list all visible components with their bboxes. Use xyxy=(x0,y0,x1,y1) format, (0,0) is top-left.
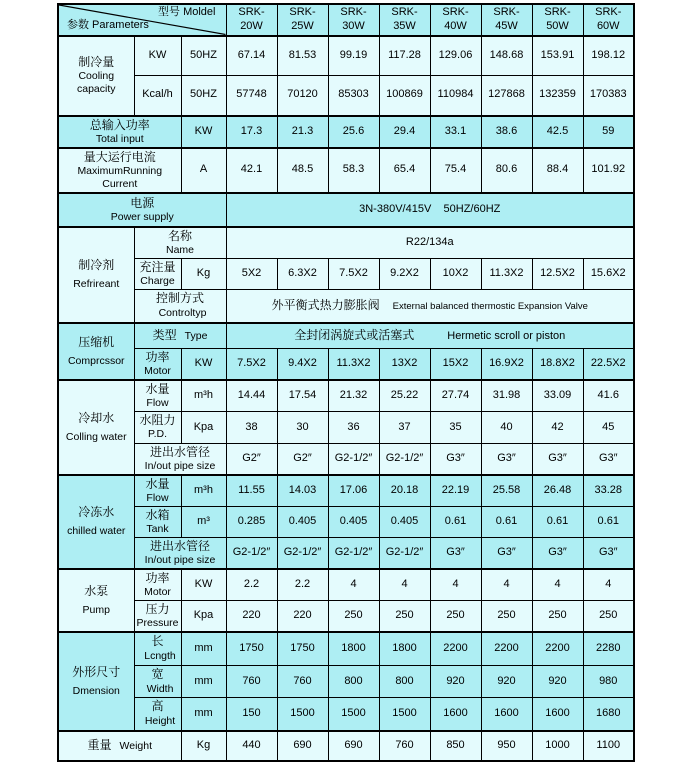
row-label-zh: 电源 xyxy=(130,195,155,210)
chw-pipe-row xyxy=(58,537,634,569)
value-cell: 22.19 xyxy=(430,475,481,507)
value-cell: 150 xyxy=(226,698,277,731)
row-label-en: Flow xyxy=(146,491,169,504)
value-cell: G3″ xyxy=(532,537,583,569)
row-label-zh: 进出水管径 xyxy=(149,444,210,459)
row-label-cell xyxy=(134,475,181,507)
value-cell: 88.4 xyxy=(532,148,583,193)
value-cell: 22.5X2 xyxy=(583,349,634,381)
row-label-zh: 宽 xyxy=(151,666,164,681)
model-header-cell: SRK-50W xyxy=(532,4,583,36)
power-supply-row xyxy=(58,193,634,227)
value-cell: 4 xyxy=(328,569,379,601)
section-label-en: chilled water xyxy=(67,525,126,538)
value-cell: 29.4 xyxy=(379,116,430,148)
value-cell: 4 xyxy=(532,569,583,601)
value-cell: 1600 xyxy=(430,698,481,731)
row-label-en: Tank xyxy=(146,522,169,535)
section-label-cell xyxy=(58,36,134,116)
row-label-en: Lcngth xyxy=(144,650,176,662)
unit-cell: mm xyxy=(181,698,226,731)
value-cell: 38.6 xyxy=(481,116,532,148)
value-cell: 250 xyxy=(430,601,481,633)
unit-cell: m³h xyxy=(181,380,226,412)
value-cell: 42.5 xyxy=(532,116,583,148)
value-cell: 15X2 xyxy=(430,349,481,381)
value-cell: 41.6 xyxy=(583,380,634,412)
value-cell: 0.405 xyxy=(379,506,430,537)
value-cell: 0.405 xyxy=(277,506,328,537)
section-label-zh: 冷却水 xyxy=(78,410,115,425)
section-label-cell xyxy=(58,632,134,731)
value-cell: 920 xyxy=(481,665,532,698)
refrigerant-charge-row xyxy=(58,259,634,290)
dim-height-row xyxy=(58,698,634,731)
section-label-cell xyxy=(58,323,134,381)
row-label-en: Charge xyxy=(140,275,175,287)
value-cell: 25.6 xyxy=(328,116,379,148)
row-label-zh: 充注量 xyxy=(139,260,176,274)
value-cell: 0.285 xyxy=(226,506,277,537)
merged-value-cell xyxy=(226,323,634,349)
value-cell: 11.3X2 xyxy=(328,349,379,381)
value-cell: 950 xyxy=(481,731,532,761)
value-cell: 132359 xyxy=(532,76,583,116)
section-label-zh: 制冷剂 xyxy=(78,258,115,273)
chw-tank-row xyxy=(58,506,634,537)
row-label-cell xyxy=(134,227,226,259)
row-label-en: MaximumRunning Current xyxy=(77,164,163,190)
row-label-zh: 水阻力 xyxy=(139,413,176,428)
value-cell: 70120 xyxy=(277,76,328,116)
model-header-cell: SRK-30W xyxy=(328,4,379,36)
unit-cell: A xyxy=(181,148,226,193)
pump-pressure-row xyxy=(58,601,634,633)
unit-cell: m³ xyxy=(181,506,226,537)
value-cell: 17.06 xyxy=(328,475,379,507)
value-cell: 101.92 xyxy=(583,148,634,193)
row-label-zh: 水箱 xyxy=(145,507,170,522)
model-header-cell: SRK-60W xyxy=(583,4,634,36)
freq-cell: 50HZ xyxy=(181,36,226,76)
max-current-row xyxy=(58,148,634,193)
value-cell: 250 xyxy=(583,601,634,633)
value-cell: 15.6X2 xyxy=(583,259,634,290)
value-cell: 1000 xyxy=(532,731,583,761)
value-cell: 220 xyxy=(277,601,328,633)
value-cell: 7.5X2 xyxy=(226,349,277,381)
unit-cell: KW xyxy=(181,569,226,601)
value-cell: 37 xyxy=(379,412,430,443)
power-supply-value: 3N-380V/415V 50HZ/60HZ xyxy=(359,203,501,215)
value-cell: 2.2 xyxy=(226,569,277,601)
value-cell: 85303 xyxy=(328,76,379,116)
value-cell: 440 xyxy=(226,731,277,761)
value-cell: 0.61 xyxy=(583,506,634,537)
row-label-zh: 功率 xyxy=(145,350,170,365)
cw-pipe-row xyxy=(58,443,634,475)
value-cell: 16.9X2 xyxy=(481,349,532,381)
row-label-cell xyxy=(134,412,181,443)
unit-cell: Kg xyxy=(181,259,226,290)
value-cell: 42.1 xyxy=(226,148,277,193)
row-label-en: Motor xyxy=(144,365,171,378)
value-cell: 75.4 xyxy=(430,148,481,193)
value-cell: 99.19 xyxy=(328,36,379,76)
value-cell: 1800 xyxy=(328,632,379,665)
row-label-zh: 水量 xyxy=(145,476,170,491)
unit-cell: KW xyxy=(134,36,181,76)
value-cell: 760 xyxy=(226,665,277,698)
value-cell: G2-1/2″ xyxy=(226,537,277,569)
value-cell: 250 xyxy=(532,601,583,633)
cooling-kw-row xyxy=(58,36,634,76)
row-label-cell xyxy=(134,259,181,290)
value-cell: 850 xyxy=(430,731,481,761)
corner-cell xyxy=(58,4,226,36)
row-label-zh: 功率 xyxy=(145,571,170,585)
row-label-cell xyxy=(134,349,181,381)
row-label-zh: 总输入功率 xyxy=(89,117,150,132)
value-cell: 1750 xyxy=(226,632,277,665)
value-cell: 21.32 xyxy=(328,380,379,412)
value-cell: 17.3 xyxy=(226,116,277,148)
value-cell: 0.61 xyxy=(532,506,583,537)
control-value-en: External balanced thermostic Expansion Valve xyxy=(392,301,588,312)
value-cell: G3″ xyxy=(481,537,532,569)
cw-pd-row xyxy=(58,412,634,443)
row-label-zh: 压力 xyxy=(145,602,170,617)
value-cell: 2280 xyxy=(583,632,634,665)
value-cell: G3″ xyxy=(532,443,583,475)
value-cell: 9.4X2 xyxy=(277,349,328,381)
value-cell: 170383 xyxy=(583,76,634,116)
model-header-cell: SRK-45W xyxy=(481,4,532,36)
row-label-cell xyxy=(134,632,181,665)
value-cell: 33.28 xyxy=(583,475,634,507)
type-value-zh: 全封闭涡旋式或活塞式 xyxy=(294,328,415,342)
row-label-zh: 类型 xyxy=(152,328,177,342)
section-label-cell xyxy=(58,380,134,474)
value-cell: 110984 xyxy=(430,76,481,116)
row-label-zh: 长 xyxy=(151,634,164,649)
value-cell: 2200 xyxy=(532,632,583,665)
compressor-type-row xyxy=(58,323,634,349)
value-cell: 0.61 xyxy=(481,506,532,537)
row-label-cell xyxy=(58,116,181,148)
row-label-en: In/out pipe size xyxy=(144,553,216,566)
dim-width-row xyxy=(58,665,634,698)
row-label-en: Height xyxy=(144,715,176,727)
unit-cell: Kpa xyxy=(181,412,226,443)
row-label-en: P.D. xyxy=(147,428,168,441)
value-cell: 20.18 xyxy=(379,475,430,507)
row-label-zh: 控制方式 xyxy=(155,291,204,306)
unit-cell: Kg xyxy=(181,731,226,761)
corner-param-label: 参数 Parameters xyxy=(67,18,149,31)
control-value-zh: 外平衡式热力膨胀阀 xyxy=(271,298,380,312)
row-label-zh: 量大运行电流 xyxy=(83,149,156,164)
value-cell: 21.3 xyxy=(277,116,328,148)
value-cell: 14.03 xyxy=(277,475,328,507)
unit-cell: Kcal/h xyxy=(134,76,181,116)
model-header-cell: SRK-40W xyxy=(430,4,481,36)
value-cell: 4 xyxy=(481,569,532,601)
row-label-en: Name xyxy=(165,243,194,256)
section-label-zh: 外形尺寸 xyxy=(72,664,121,679)
value-cell: 760 xyxy=(277,665,328,698)
row-label-en: Total input xyxy=(95,132,144,145)
refrigerant-control-row xyxy=(58,290,634,323)
row-label-zh: 重量 xyxy=(87,737,112,752)
merged-value-cell xyxy=(226,290,634,323)
row-label-cell xyxy=(58,731,181,761)
value-cell: G2-1/2″ xyxy=(328,537,379,569)
row-label-cell xyxy=(134,323,226,349)
weight-row xyxy=(58,731,634,761)
value-cell: G3″ xyxy=(430,537,481,569)
section-label-en: Comprcssor xyxy=(67,354,125,367)
row-label-en: In/out pipe size xyxy=(144,459,216,472)
row-label-en: Motor xyxy=(144,586,171,598)
section-label-en: Cooling capacity xyxy=(76,69,116,95)
row-label-zh: 水量 xyxy=(145,382,170,397)
unit-cell: KW xyxy=(181,116,226,148)
value-cell: 25.22 xyxy=(379,380,430,412)
row-label-en: Power supply xyxy=(110,210,174,223)
value-cell: 40 xyxy=(481,412,532,443)
value-cell: 45 xyxy=(583,412,634,443)
value-cell: 980 xyxy=(583,665,634,698)
value-cell: 2.2 xyxy=(277,569,328,601)
dim-length-row xyxy=(58,632,634,665)
value-cell: 10X2 xyxy=(430,259,481,290)
value-cell: 35 xyxy=(430,412,481,443)
value-cell: 9.2X2 xyxy=(379,259,430,290)
value-cell: 1500 xyxy=(328,698,379,731)
section-label-cell xyxy=(58,569,134,632)
chw-flow-row xyxy=(58,475,634,507)
cw-flow-row xyxy=(58,380,634,412)
value-cell: 33.09 xyxy=(532,380,583,412)
value-cell: 1600 xyxy=(532,698,583,731)
row-label-cell xyxy=(134,290,226,323)
value-cell: 800 xyxy=(379,665,430,698)
row-label-en: Pressure xyxy=(136,617,179,630)
value-cell: 129.06 xyxy=(430,36,481,76)
spec-table xyxy=(57,3,635,762)
value-cell: 1100 xyxy=(583,731,634,761)
value-cell: 81.53 xyxy=(277,36,328,76)
value-cell: 690 xyxy=(277,731,328,761)
value-cell: 27.74 xyxy=(430,380,481,412)
value-cell: G2-1/2″ xyxy=(328,443,379,475)
value-cell: 33.1 xyxy=(430,116,481,148)
value-cell: 920 xyxy=(430,665,481,698)
row-label-cell xyxy=(134,569,181,601)
section-label-en: Colling water xyxy=(65,430,127,443)
value-cell: 0.405 xyxy=(328,506,379,537)
value-cell: G3″ xyxy=(583,537,634,569)
section-label-zh: 冷冻水 xyxy=(78,505,115,520)
section-label-cell xyxy=(58,227,134,323)
value-cell: 14.44 xyxy=(226,380,277,412)
value-cell: G2-1/2″ xyxy=(379,537,430,569)
value-cell: 2200 xyxy=(430,632,481,665)
section-label-zh: 压缩机 xyxy=(78,334,115,349)
unit-cell: KW xyxy=(181,349,226,381)
value-cell: 117.28 xyxy=(379,36,430,76)
refrigerant-name-row xyxy=(58,227,634,259)
value-cell: 1750 xyxy=(277,632,328,665)
value-cell: 17.54 xyxy=(277,380,328,412)
value-cell: 4 xyxy=(583,569,634,601)
model-header-cell: SRK-25W xyxy=(277,4,328,36)
row-label-en: Flow xyxy=(146,397,169,410)
freq-cell: 50HZ xyxy=(181,76,226,116)
row-label-zh: 名称 xyxy=(167,228,192,243)
row-label-zh: 高 xyxy=(151,699,164,714)
value-cell: 11.3X2 xyxy=(481,259,532,290)
value-cell: 67.14 xyxy=(226,36,277,76)
value-cell: 6.3X2 xyxy=(277,259,328,290)
value-cell: 1800 xyxy=(379,632,430,665)
row-label-en: Width xyxy=(146,682,174,695)
type-value-en: Hermetic scroll or piston xyxy=(447,330,566,342)
value-cell: 690 xyxy=(328,731,379,761)
value-cell: 1500 xyxy=(277,698,328,731)
value-cell: 100869 xyxy=(379,76,430,116)
section-label-cell xyxy=(58,475,134,569)
value-cell: 11.55 xyxy=(226,475,277,507)
value-cell: 127868 xyxy=(481,76,532,116)
value-cell: 1600 xyxy=(481,698,532,731)
value-cell: 13X2 xyxy=(379,349,430,381)
value-cell: 42 xyxy=(532,412,583,443)
value-cell: 220 xyxy=(226,601,277,633)
row-label-cell xyxy=(134,698,181,731)
compressor-motor-row xyxy=(58,349,634,381)
value-cell: 4 xyxy=(430,569,481,601)
total-input-row xyxy=(58,116,634,148)
value-cell: G2″ xyxy=(226,443,277,475)
value-cell: 38 xyxy=(226,412,277,443)
value-cell: 0.61 xyxy=(430,506,481,537)
value-cell: 4 xyxy=(379,569,430,601)
value-cell: 48.5 xyxy=(277,148,328,193)
value-cell: G3″ xyxy=(481,443,532,475)
value-cell: 7.5X2 xyxy=(328,259,379,290)
unit-cell: Kpa xyxy=(181,601,226,633)
section-label-en: Refrireant xyxy=(73,278,120,291)
merged-value-cell: R22/134a xyxy=(226,227,634,259)
section-label-zh: 水泵 xyxy=(84,584,109,599)
pump-motor-row xyxy=(58,569,634,601)
row-label-en: Controltyp xyxy=(158,306,207,319)
corner-model-label: 型号 Moldel xyxy=(158,6,216,18)
unit-cell: mm xyxy=(181,632,226,665)
value-cell: G3″ xyxy=(583,443,634,475)
row-label-cell xyxy=(134,506,181,537)
row-label-cell xyxy=(134,443,226,475)
cooling-kcal-row xyxy=(58,76,634,116)
header-row xyxy=(58,4,634,36)
row-label-cell xyxy=(134,380,181,412)
value-cell: 250 xyxy=(328,601,379,633)
section-label-en: Dmension xyxy=(72,684,120,697)
merged-value-cell xyxy=(226,193,634,227)
value-cell: 198.12 xyxy=(583,36,634,76)
value-cell: 12.5X2 xyxy=(532,259,583,290)
row-label-cell xyxy=(58,148,181,193)
row-label-zh: 进出水管径 xyxy=(149,538,210,553)
value-cell: 2200 xyxy=(481,632,532,665)
value-cell: 760 xyxy=(379,731,430,761)
row-label-cell xyxy=(134,601,181,633)
value-cell: 1680 xyxy=(583,698,634,731)
value-cell: 65.4 xyxy=(379,148,430,193)
value-cell: 36 xyxy=(328,412,379,443)
row-label-cell xyxy=(134,537,226,569)
section-label-en: Pump xyxy=(82,604,110,617)
unit-cell: mm xyxy=(181,665,226,698)
row-label-cell xyxy=(58,193,226,227)
value-cell: 80.6 xyxy=(481,148,532,193)
row-label-cell xyxy=(134,665,181,698)
unit-cell: m³h xyxy=(181,475,226,507)
value-cell: 5X2 xyxy=(226,259,277,290)
value-cell: 148.68 xyxy=(481,36,532,76)
value-cell: 31.98 xyxy=(481,380,532,412)
value-cell: 57748 xyxy=(226,76,277,116)
value-cell: 26.48 xyxy=(532,475,583,507)
value-cell: 250 xyxy=(379,601,430,633)
value-cell: G2-1/2″ xyxy=(277,537,328,569)
value-cell: G3″ xyxy=(430,443,481,475)
value-cell: 59 xyxy=(583,116,634,148)
value-cell: 58.3 xyxy=(328,148,379,193)
value-cell: G2-1/2″ xyxy=(379,443,430,475)
value-cell: 25.58 xyxy=(481,475,532,507)
value-cell: 153.91 xyxy=(532,36,583,76)
value-cell: 920 xyxy=(532,665,583,698)
model-header-cell: SRK-20W xyxy=(226,4,277,36)
section-label-zh: 制冷量 xyxy=(78,54,115,69)
row-label-en: Weight xyxy=(119,739,153,752)
value-cell: 30 xyxy=(277,412,328,443)
value-cell: 800 xyxy=(328,665,379,698)
value-cell: 250 xyxy=(481,601,532,633)
value-cell: 1500 xyxy=(379,698,430,731)
row-label-en: Type xyxy=(184,330,208,342)
value-cell: G2″ xyxy=(277,443,328,475)
model-header-cell: SRK-35W xyxy=(379,4,430,36)
value-cell: 18.8X2 xyxy=(532,349,583,381)
